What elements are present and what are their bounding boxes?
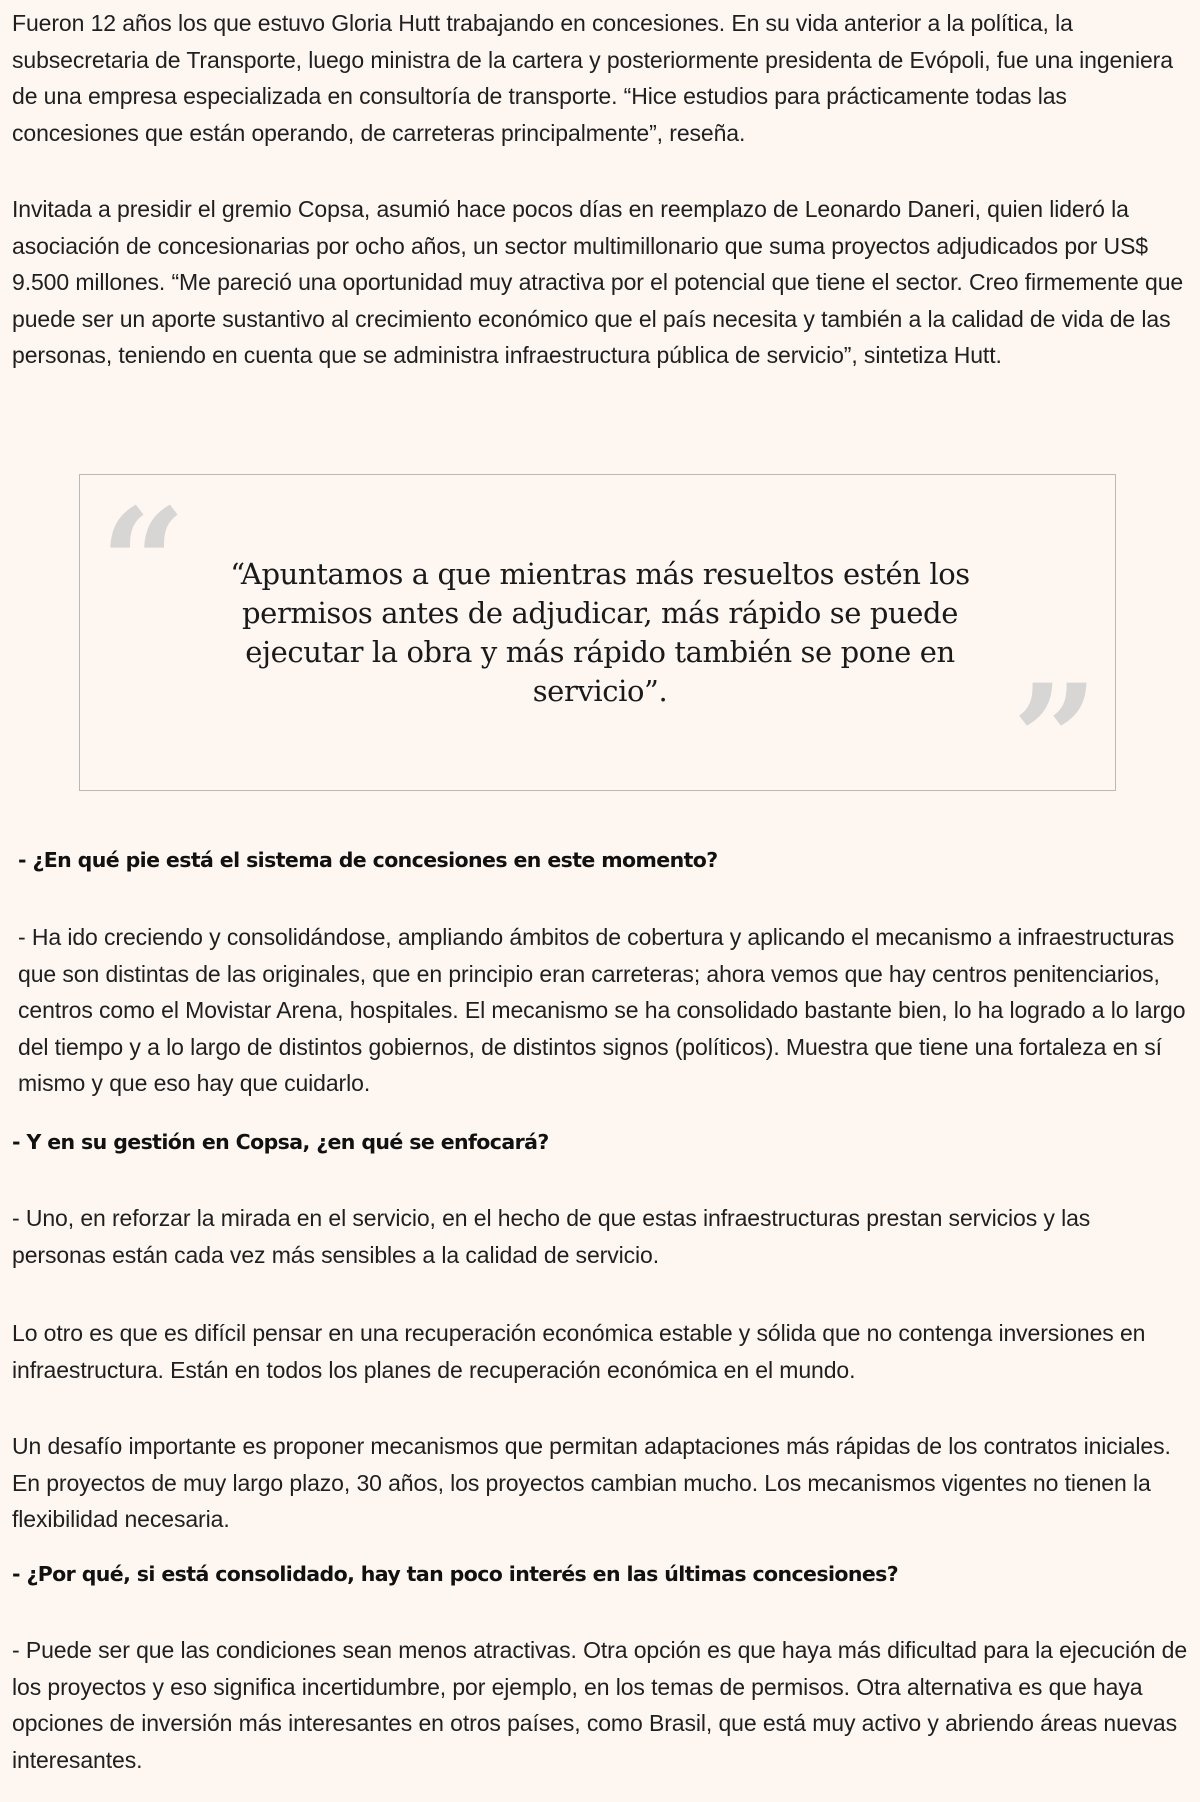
answer-copsa-contracts: Un desafío importante es proponer mecanismos que permitan adaptaciones más rápidas de los contratos iniciales. En proyectos de muy largo plazo, 30 años, los proyectos cambian mucho. Los mecanismos vigentes no tienen la flexibilidad necesaria. bbox=[12, 1433, 1171, 1532]
open-quote-icon: “ bbox=[100, 476, 187, 652]
question-low-interest: - ¿Por qué, si está consolidado, hay tan poco interés en las últimas concesiones? bbox=[12, 1562, 899, 1586]
answer-copsa-recovery: Lo otro es que es difícil pensar en una recuperación económica estable y sólida que no contenga inversiones en infraestructura. Están en todos los planes de recuperación económica en el mundo. bbox=[12, 1320, 1146, 1383]
question-copsa-focus: - Y en su gestión en Copsa, ¿en qué se enfocará? bbox=[12, 1130, 549, 1154]
answer-copsa-service: - Uno, en reforzar la mirada en el servicio, en el hecho de que estas infraestructuras prestan servicios y las personas están cada vez más sensibles a la calidad de servicio. bbox=[12, 1205, 1091, 1268]
pull-quote-text: “Apuntamos a que mientras más resueltos estén los permisos antes de adjudicar, más rápido se puede ejecutar la obra y más rápido también se pone en servicio”. bbox=[230, 557, 970, 708]
paragraph-presidency: Invitada a presidir el gremio Copsa, asumió hace pocos días en reemplazo de Leonardo Daneri, quien lideró la asociación de concesionarias por ocho años, un sector multimillonario que suma proyectos adjudicados por US$ 9.500 millones. “Me pareció una oportunidad muy atractiva por el potencial que tiene el sector. Creo firmemente que puede ser un aporte sustantivo al crecimiento económico que el país necesita y también a la calidad de vida de las personas, teniendo en cuenta que se administra infraestructura pública de servicio”, sintetiza Hutt. bbox=[12, 196, 1184, 368]
close-quote-icon: ” bbox=[1012, 652, 1099, 828]
answer-low-interest: - Puede ser que las condiciones sean menos atractivas. Otra opción es que haya más dificultad para la ejecución de los proyectos y eso significa incertidumbre, por ejemplo, en los temas de permisos. Otra alternativa es que haya opciones de inversión más interesantes en otros países, como Brasil, que está muy activo y abriendo áreas nuevas interesantes. bbox=[12, 1637, 1188, 1773]
paragraph-intro: Fueron 12 años los que estuvo Gloria Hutt trabajando en concesiones. En su vida anterior a la política, la subsecretaria de Transporte, luego ministra de la cartera y posteriormente presidenta de Evópoli, fue una ingeniera de una empresa especializada en consultoría de transporte. “Hice estudios para prácticamente todas las concesiones que están operando, de carreteras principalmente”, reseña. bbox=[12, 10, 1173, 146]
pull-quote-box bbox=[79, 474, 1116, 828]
answer-concession-system: - Ha ido creciendo y consolidándose, ampliando ámbitos de cobertura y aplicando el mecanismo a infraestructuras que son distintas de las originales, que en principio eran carreteras; ahora vemos que hay centros penitenciarios, centros como el Movistar Arena, hospitales. El mecanismo se ha consolidado bastante bien, lo ha logrado a lo largo del tiempo y a lo largo de distintos gobiernos, de distintos signos (políticos). Muestra que tiene una fortaleza en sí mismo y que eso hay que cuidarlo. bbox=[18, 924, 1186, 1096]
question-concession-system: - ¿En qué pie está el sistema de concesiones en este momento? bbox=[18, 848, 718, 872]
